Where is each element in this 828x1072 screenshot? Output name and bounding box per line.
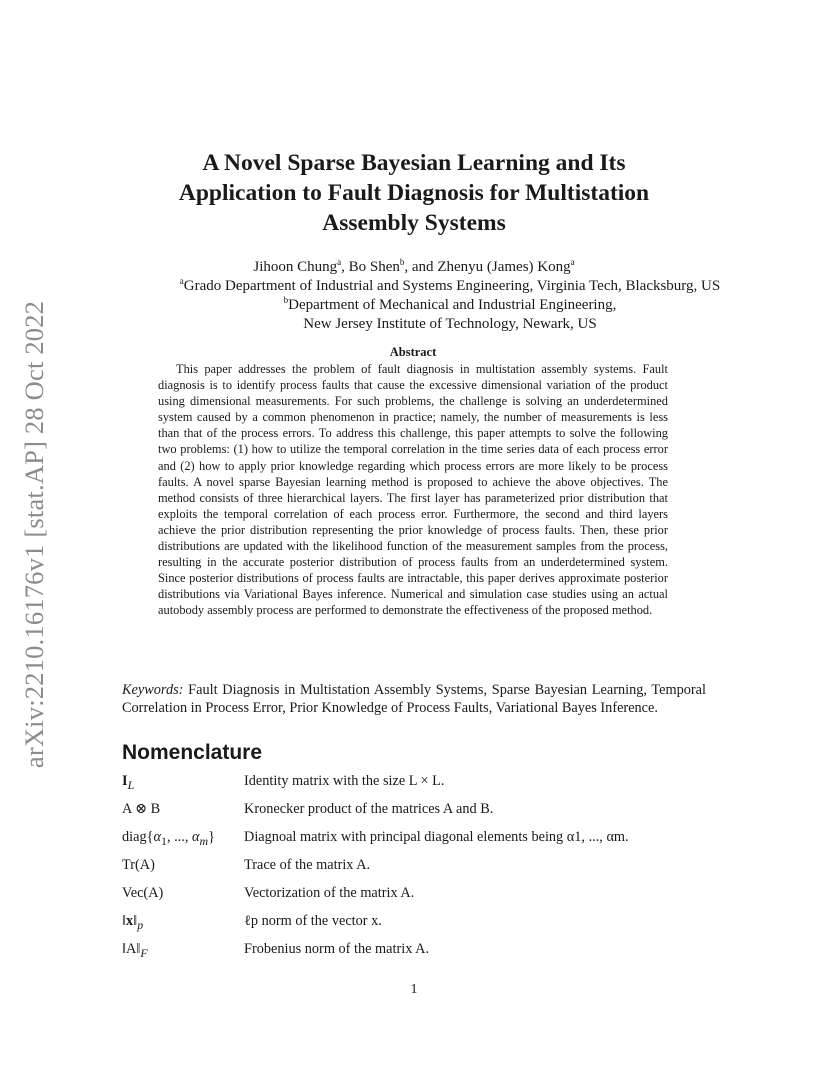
arxiv-id: arXiv:2210.16176v1 [stat.AP] 28 Oct 2022 [19,300,50,768]
nomenclature-symbol: $‖x‖_p$ [122,913,144,932]
nomenclature-definition: Kronecker product of the matrices A and B. [244,801,494,817]
affiliation-mark: a [179,276,184,286]
nomenclature-symbol: Vec(A) [122,885,164,901]
affiliation-mark: b [283,295,289,305]
affiliations [100,277,800,334]
author-name: Jihoon Chung [253,259,338,275]
affiliation-mark: a [337,257,342,267]
affiliation-mark: a [570,257,575,267]
paper-title [118,148,710,238]
nomenclature-row [122,799,722,819]
author-separator: , [341,259,349,275]
affiliation-b [100,296,800,315]
affiliation-mark: b [399,257,405,267]
nomenclature-row [122,771,722,791]
nomenclature-definition: Frobenius norm of the matrix A. [244,941,430,957]
nomenclature-row [122,939,722,959]
nomenclature-row [122,911,722,931]
arxiv-stamp [15,289,55,779]
author-separator: , and [404,259,438,275]
nomenclature-symbol: $diag\{\alpha_1$, ..., $\alpha_m$} [122,829,215,848]
abstract-text: This paper addresses the problem of fault diagnosis in multistation assembly systems. Fault diagnosis is to identify process faults that cause the excessive dimensional variation of the product using dimensional measurements. For such problems, the challenge is solving an underdetermined system caused by a common phenomenon in practice; namely, the number of measurements is less than that of the process errors. To address this challenge, this paper attempts to solve the following two problems: (1) how to utilize the temporal correlation in the time series data of each process error and (2) how to apply prior knowledge regarding which process errors are more likely to be process faults. A novel sparse Bayesian learning method is proposed to achieve the above objectives. The method consists of three hierarchical layers. The first layer has parameterized prior distribution that exploits the temporal correlation of each process error. Furthermore, the second and third layers achieve the prior distribution representing the prior knowledge of process faults. Then, these prior distributions are updated with the likelihood function of the measurement samples from the process, resulting in the accurate posterior distribution of process faults from an underdetermined system. Since posterior distributions of process faults are intractable, this paper derives approximate posterior distributions via Variational Bayes inference. Numerical and simulation case studies using an actual autobody assembly process are performed to demonstrate the effectiveness of the proposed method. [158,362,668,618]
author-name: Bo Shen [348,259,400,275]
nomenclature-definition: ℓp norm of the vector x. [244,913,382,929]
affiliation-text: Grado Department of Industrial and Systems Engineering, Virginia Tech, Blacksburg, US [183,278,721,294]
author-name: Zhenyu (James) Kong [437,259,571,275]
nomenclature-row [122,883,722,903]
nomenclature-row [122,855,722,875]
keywords [122,681,706,717]
keywords-text: Fault Diagnosis in Multistation Assembly Systems, Sparse Bayesian Learning, Temporal Correlation in Process Error, Prior Knowledge of Process Faults, Variational Bayes Inference. [122,682,706,717]
page-number: 1 [410,982,418,997]
title-line-2: Application to Fault Diagnosis for Multistation [178,180,650,206]
nomenclature-symbol: $I_L$ [122,773,135,792]
keywords-label: Keywords: [122,682,184,698]
affiliation-a [100,277,800,296]
title-line-3: Assembly Systems [322,210,506,236]
nomenclature-symbol: Tr(A) [122,857,155,873]
affiliation-text: Department of Mechanical and Industrial Engineering, [288,297,617,313]
author-list [118,258,710,277]
nomenclature-definition: Trace of the matrix A. [244,857,371,873]
title-line-1: A Novel Sparse Bayesian Learning and Its [202,150,626,176]
nomenclature-symbol: A ⊗ B [122,801,161,817]
abstract-heading: Abstract [389,345,437,359]
affiliation-b-cont: New Jersey Institute of Technology, Newark, US [303,316,597,332]
nomenclature-definition: Identity matrix with the size L × L. [244,773,445,789]
nomenclature-heading: Nomenclature [122,741,263,764]
nomenclature-definition: Vectorization of the matrix A. [244,885,415,901]
nomenclature-row [122,827,722,847]
nomenclature-symbol: $‖A‖_F$ [122,941,148,960]
nomenclature-definition: Diagnoal matrix with principal diagonal elements being α1, ..., αm. [244,829,629,845]
